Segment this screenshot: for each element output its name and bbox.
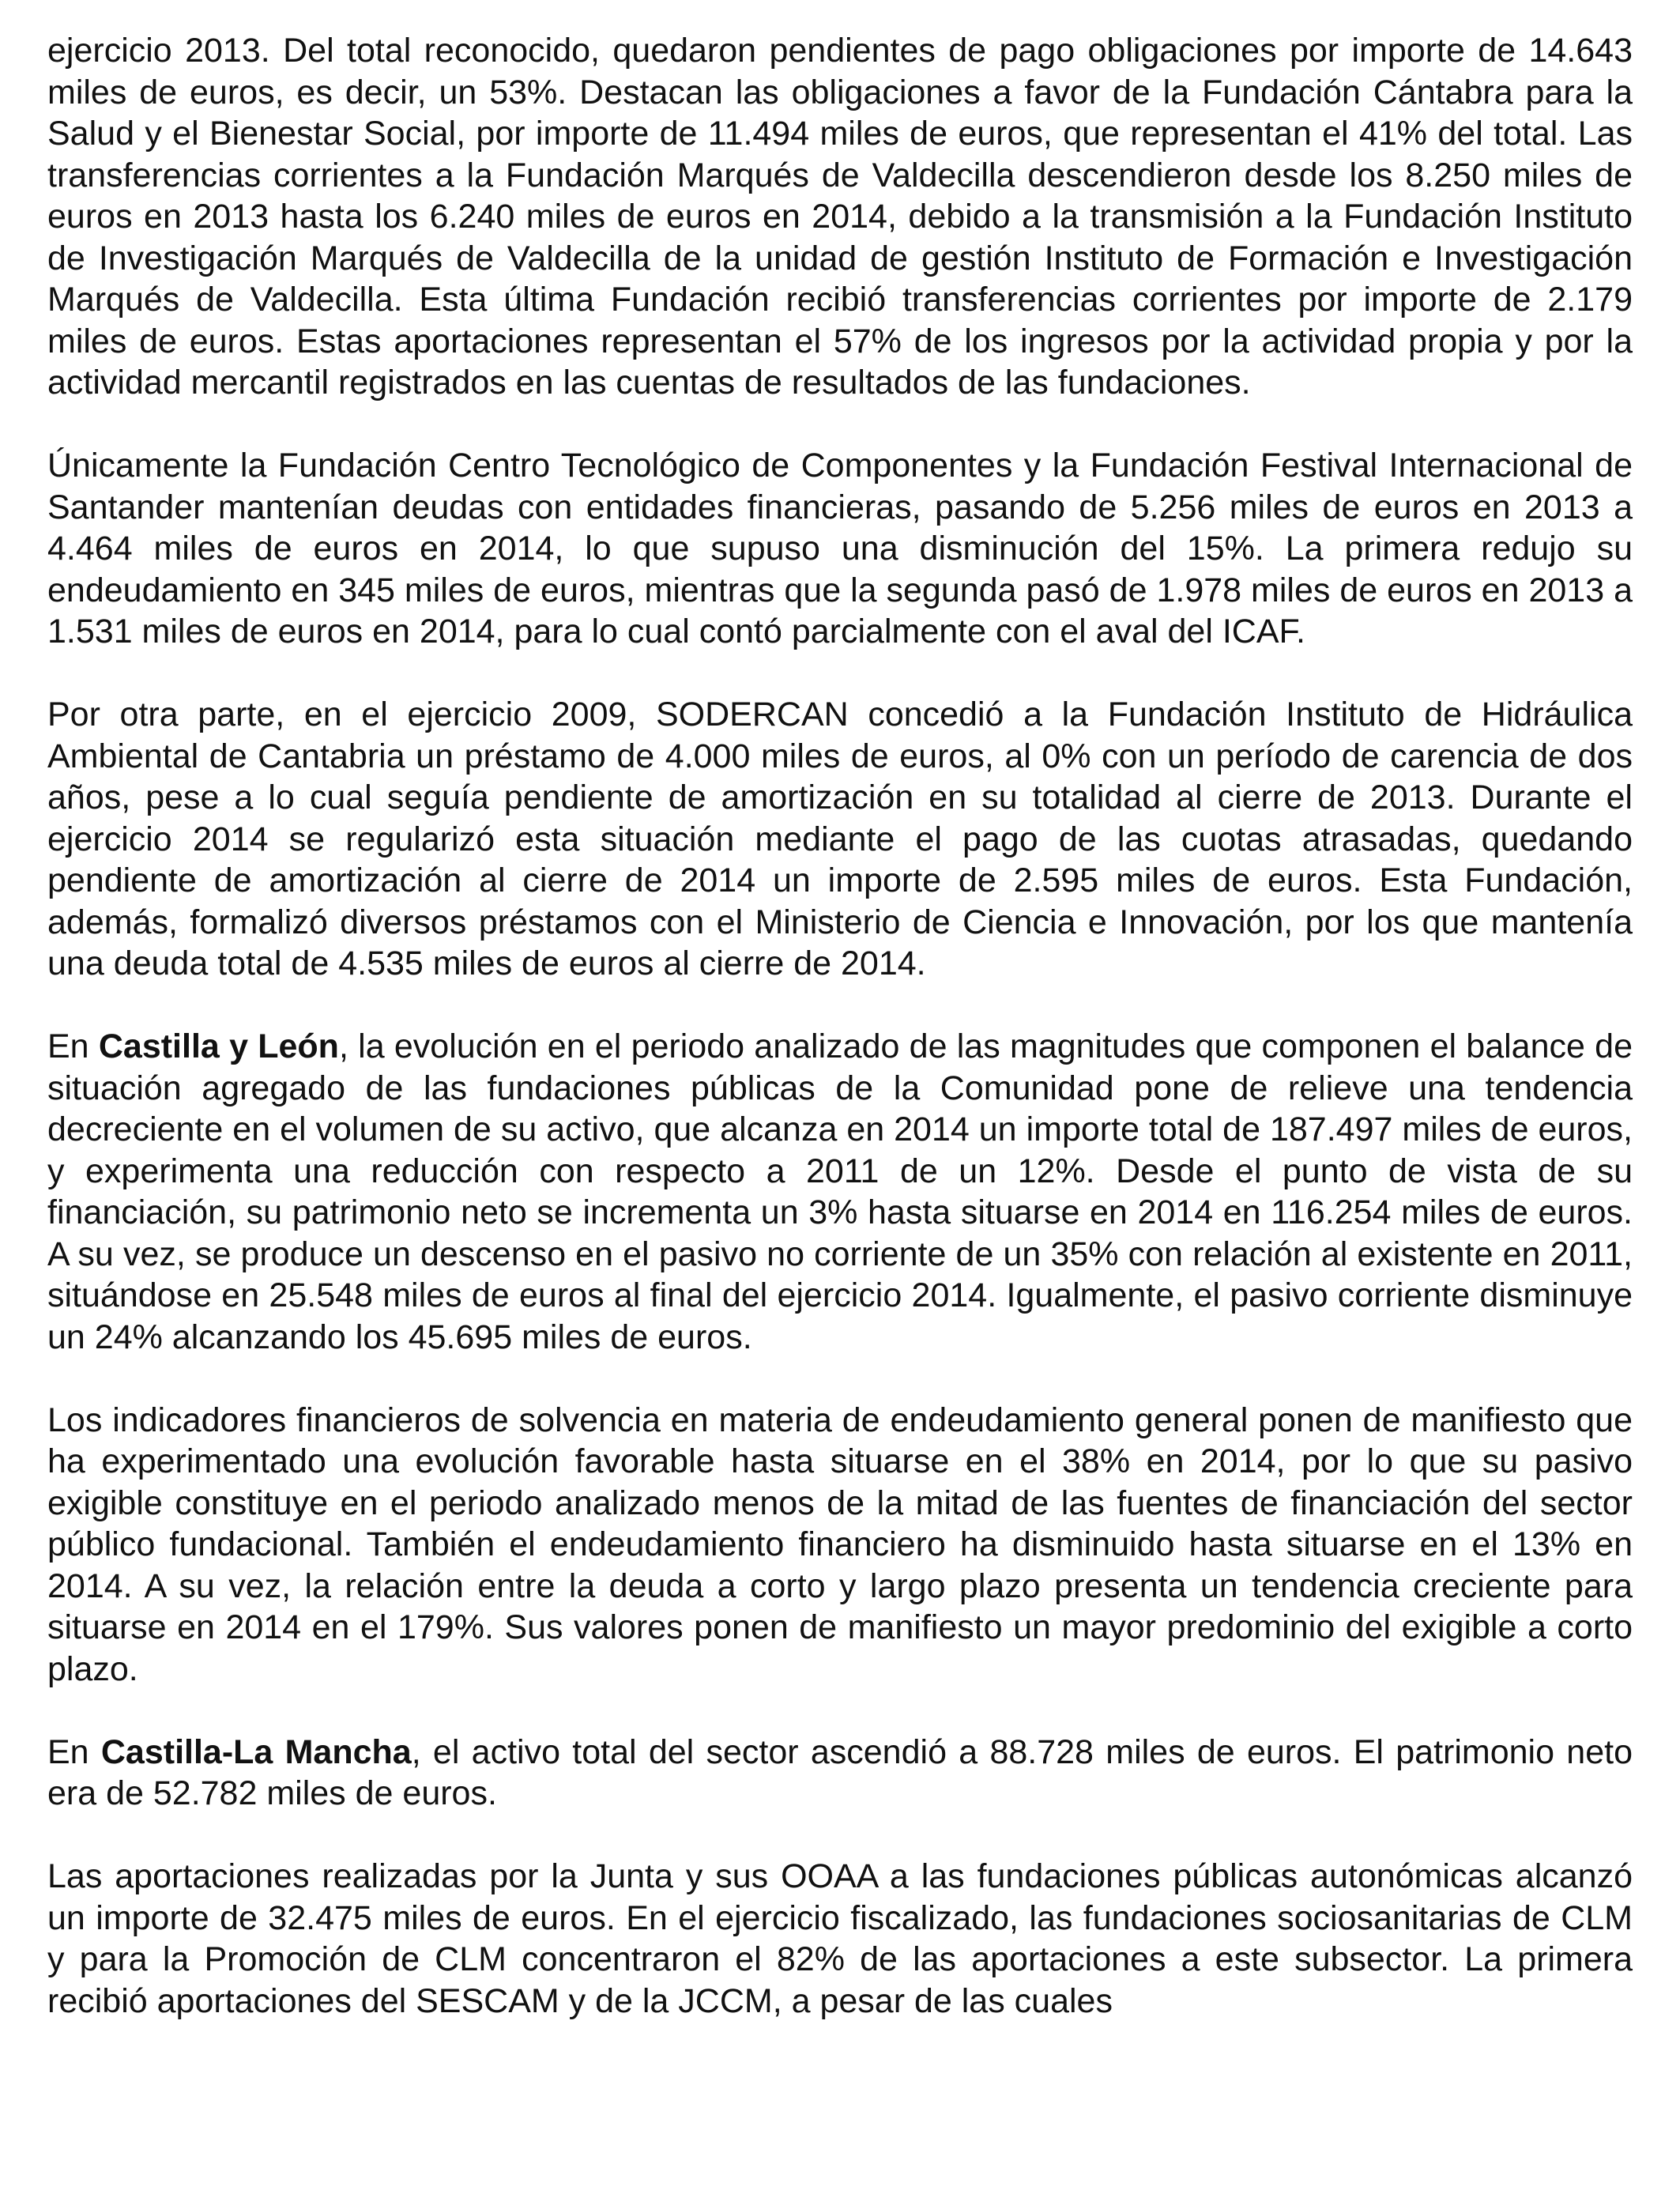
paragraph-castilla-la-mancha: [47, 1732, 1633, 1815]
region-name-castilla-leon: Castilla y León: [98, 1027, 339, 1065]
paragraph-text: , el activo total del sector ascendió a 88.728 miles de euros. El patrimonio neto era de 52.782 miles de euros.: [47, 1732, 1633, 1812]
paragraph-text: , la evolución en el periodo analizado de las magnitudes que componen el balance de situación agregado de las fundaciones públicas de la Comunidad pone de relieve una tendencia decreciente en el volumen de su activo, que alcanza en 2014 un importe total de 187.497 miles de euros, y experimenta una reducción con respecto a 2011 de un 12%. Desde el punto de vista de su financiación, su patrimonio neto se incrementa un 3% hasta situarse en 2014 en 116.254 miles de euros. A su vez, se produce un descenso en el pasivo no corriente de un 35% con relación al existente en 2011, situándose en 25.548 miles de euros al final del ejercicio 2014. Igualmente, el pasivo corriente disminuye un 24% alcanzando los 45.695 miles de euros.: [47, 1027, 1633, 1356]
document-page: [47, 30, 1633, 2022]
paragraph-cantabria-transfers: [47, 30, 1633, 404]
paragraph-text: Por otra parte, en el ejercicio 2009, SODERCAN concedió a la Fundación Instituto de Hidráulica Ambiental de Cantabria un préstamo de 4.000 miles de euros, al 0% con un período de carencia de dos años, pese a lo cual seguía pendiente de amortización en su totalidad al cierre de 2013. Durante el ejercicio 2014 se regularizó esta situación mediante el pago de las cuotas atrasadas, quedando pendiente de amortización al cierre de 2014 un importe de 2.595 miles de euros. Esta Fundación, además, formalizó diversos préstamos con el Ministerio de Ciencia e Innovación, por los que mantenía una deuda total de 4.535 miles de euros al cierre de 2014.: [47, 696, 1633, 982]
paragraph-junta-contributions: [47, 1856, 1633, 2022]
paragraph-text: Los indicadores financieros de solvencia en materia de endeudamiento general ponen de manifiesto que ha experimentado una evolución favorable hasta situarse en el 38% en 2014, por lo que su pasivo exigible constituye en el periodo analizado menos de la mitad de las fuentes de financiación del sector público fundacional. También el endeudamiento financiero ha disminuido hasta situarse en el 13% en 2014. A su vez, la relación entre la deuda a corto y largo plazo presenta un tendencia creciente para situarse en 2014 en el 179%. Sus valores ponen de manifiesto un mayor predominio del exigible a corto plazo.: [47, 1400, 1633, 1688]
paragraph-text: Únicamente la Fundación Centro Tecnológico de Componentes y la Fundación Festival Internacional de Santander mantenían deudas con entidades financieras, pasando de 5.256 miles de euros en 2013 a 4.464 miles de euros en 2014, lo que supuso una disminución del 15%. La primera redujo su endeudamiento en 345 miles de euros, mientras que la segunda pasó de 1.978 miles de euros en 2013 a 1.531 miles de euros en 2014, para lo cual contó parcialmente con el aval del ICAF.: [47, 447, 1633, 650]
paragraph-cantabria-debt: [47, 445, 1633, 653]
region-name-castilla-la-mancha: Castilla-La Mancha: [100, 1732, 412, 1771]
paragraph-lead: En: [47, 1732, 101, 1771]
paragraph-text: ejercicio 2013. Del total reconocido, quedaron pendientes de pago obligaciones por importe de 14.643 miles de euros, es decir, un 53%. Destacan las obligaciones a favor de la Fundación Cántabra para la Salud y el Bienestar Social, por importe de 11.494 miles de euros, que representan el 41% del total. Las transferencias corrientes a la Fundación Marqués de Valdecilla descendieron desde los 8.250 miles de euros en 2013 hasta los 6.240 miles de euros en 2014, debido a la transmisión a la Fundación Instituto de Investigación Marqués de Valdecilla de la unidad de gestión Instituto de Formación e Investigación Marqués de Valdecilla. Esta última Fundación recibió transferencias corrientes por importe de 2.179 miles de euros. Estas aportaciones representan el 57% de los ingresos por la actividad propia y por la actividad mercantil registrados en las cuentas de resultados de las fundaciones.: [47, 32, 1633, 401]
paragraph-sodercan-loan: [47, 694, 1633, 985]
paragraph-lead: En: [47, 1027, 99, 1065]
paragraph-castilla-leon: [47, 1026, 1633, 1358]
paragraph-text: Las aportaciones realizadas por la Junta y sus OOAA a las fundaciones públicas autonómicas alcanzó un importe de 32.475 miles de euros. En el ejercicio fiscalizado, las fundaciones sociosanitarias de CLM y para la Promoción de CLM concentraron el 82% de las aportaciones a este subsector. La primera recibió aportaciones del SESCAM y de la JCCM, a pesar de las cuales: [47, 1857, 1633, 2020]
paragraph-solvency-indicators: [47, 1400, 1633, 1691]
